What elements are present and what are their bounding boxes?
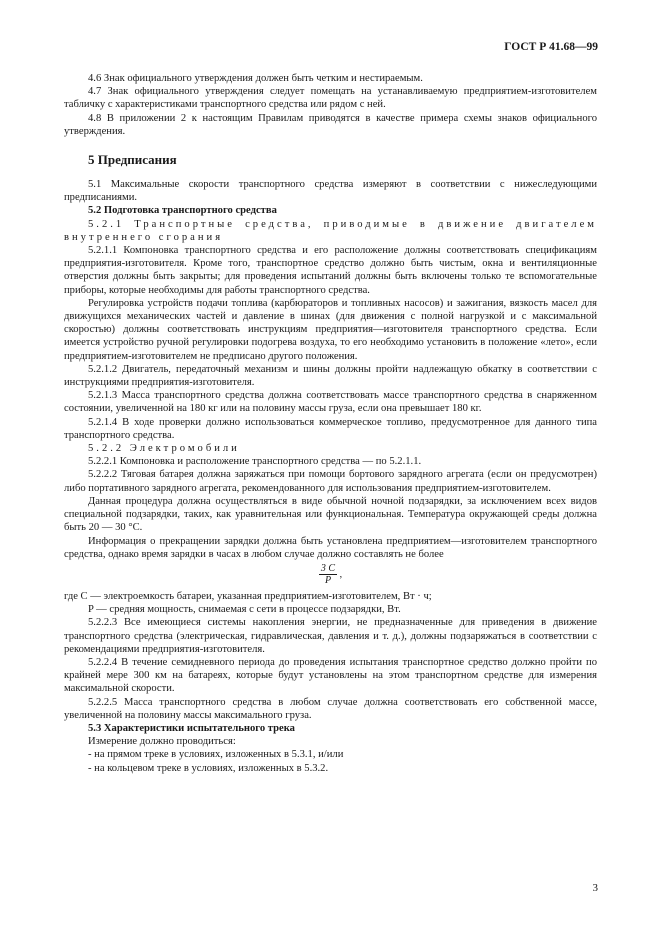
paragraph-4-7: 4.7 Знак официального утверждения следует помещать на устанавливаемую предприятием-изготовителем табличку с характеристиками транспортного средства или рядом с ней. [64,86,597,111]
where-p-definition: P — средняя мощность, снимаемая с сети в процессе подзарядки, Вт. [88,604,401,616]
paragraph-charging: Данная процедура должна осуществляться в виде обычной ночной подзарядки, за исключением всех видов специальной подзарядки, таких, как уравнительная или функциональная. Температура окружающей среды должна быть 20 — 30 °С. [64,495,597,534]
paragraph-5-2-2: 5.2.2 Электромобили [88,443,240,455]
paragraph-4-8: 4.8 В приложении 2 к настоящим Правилам приводятся в качестве примера схемы знаков официального утверждения. [64,112,597,137]
paragraph-5-2-2-1: 5.2.2.1 Компоновка и расположение транспортного средства — по 5.2.1.1. [88,456,422,468]
paragraph-measurement: Измерение должно проводиться: [88,736,236,748]
paragraph-charging-info: Информация о прекращении зарядки должна быть установлена предприятием—изготовителем транспортного средства, однако время зарядки в часах в любом случае должно составлять не более [64,535,597,560]
list-item-ring-track: - на кольцевом треке в условиях, изложенных в 5.3.2. [88,762,329,774]
fraction-numerator: 3 C [320,562,336,574]
paragraph-5-2-2-5: 5.2.2.5 Масса транспортного средства в любом случае должна соответствовать его собственной массе, увеличенной на половину массы максимального груза. [64,696,597,721]
formula-charge-time [64,563,597,586]
page-number: 3 [592,882,598,894]
where-c-definition: где C — электроемкость батареи, указанная предприятием-изготовителем, Вт · ч; [64,590,432,602]
formula-comma: , [339,568,343,580]
heading-5-3: 5.3 Характеристики испытательного трека [88,722,295,734]
paragraph-5-2-1-1: 5.2.1.1 Компоновка транспортного средства и его расположение должны соответствовать спецификациям предприятия-изготовителя. Кроме того, транспортное средство должно быть чистым, окна и вентиляционные отверстия должны быть закрыты; для проведения испытаний должны быть включены только те вспомогательные приборы, которые необходимы для работы транспортного средства. [64,245,597,296]
paragraph-5-2-2-4: 5.2.2.4 В течение семидневного периода до проведения испытания транспортное средство должно пройти по крайней мере 300 км на батареях, которые будут установлены на этом транспортном средстве для измерения максимальной скорости. [64,656,597,695]
paragraph-5-2-1-2: 5.2.1.2 Двигатель, передаточный механизм и шины должны пройти надлежащую обкатку в соответствии с инструкциями предприятия-изготовителя. [64,363,597,389]
paragraph-regulation: Регулировка устройств подачи топлива (карбюраторов и топливных насосов) и зажигания, вязкость масел для движущихся механических частей и давление в шинах (для движения с полной нагрузкой и с максимальной скоростью) должны соответствовать инструкциям предприятия—изготовителя транспортного средства. Если имеется устройство ручной регулировки подогрева воздуха, то его необходимо установить в положение «лето», если предприятием-изготовителем не предписано другого положения. [64,297,597,362]
paragraph-5-2-1-4: 5.2.1.4 В ходе проверки должно использоваться коммерческое топливо, предусмотренное для данного типа транспортного средства. [64,416,597,441]
paragraph-5-2-1-3: 5.2.1.3 Масса транспортного средства должна соответствовать массе транспортного средства в снаряженном состоянии, увеличенной на 180 кг или на половину массы груза, если она превышает 180 кг. [64,390,597,415]
paragraph-5-2-2-2: 5.2.2.2 Тяговая батарея должна заряжаться при помощи бортового зарядного агрегата (если он предусмотрен) либо портативного зарядного агрегата, рекомендованного для использования предприятием-изготовителем. [64,469,597,494]
paragraph-5-2-2-3: 5.2.2.3 Все имеющиеся системы накопления энергии, не предназначенные для приведения в движение транспортного средства (электрическая, гидравлическая, давления и т. д.), должны подзаряжаться в соответствии с рекомендациями предприятия-изготовителя. [64,617,597,655]
paragraph-5-2-1: 5.2.1 Транспортные средства, приводимые в движение двигателем внутреннего сгорания [64,218,597,243]
paragraph-4-6: 4.6 Знак официального утверждения должен быть четким и нестираемым. [88,73,423,84]
paragraph-5-1: 5.1 Максимальные скорости транспортного средства измеряют в соответствии с нижеследующими предписаниями. [64,179,597,204]
fraction [319,563,337,586]
section-5-title: 5 Предписания [88,152,177,168]
fraction-denominator: P [324,574,332,586]
list-item-straight-track: - на прямом треке в условиях, изложенных в 5.3.1, и/или [88,749,344,761]
standard-header: ГОСТ Р 41.68—99 [504,41,598,53]
heading-5-2: 5.2 Подготовка транспортного средства [88,205,277,217]
page-content [64,72,597,775]
